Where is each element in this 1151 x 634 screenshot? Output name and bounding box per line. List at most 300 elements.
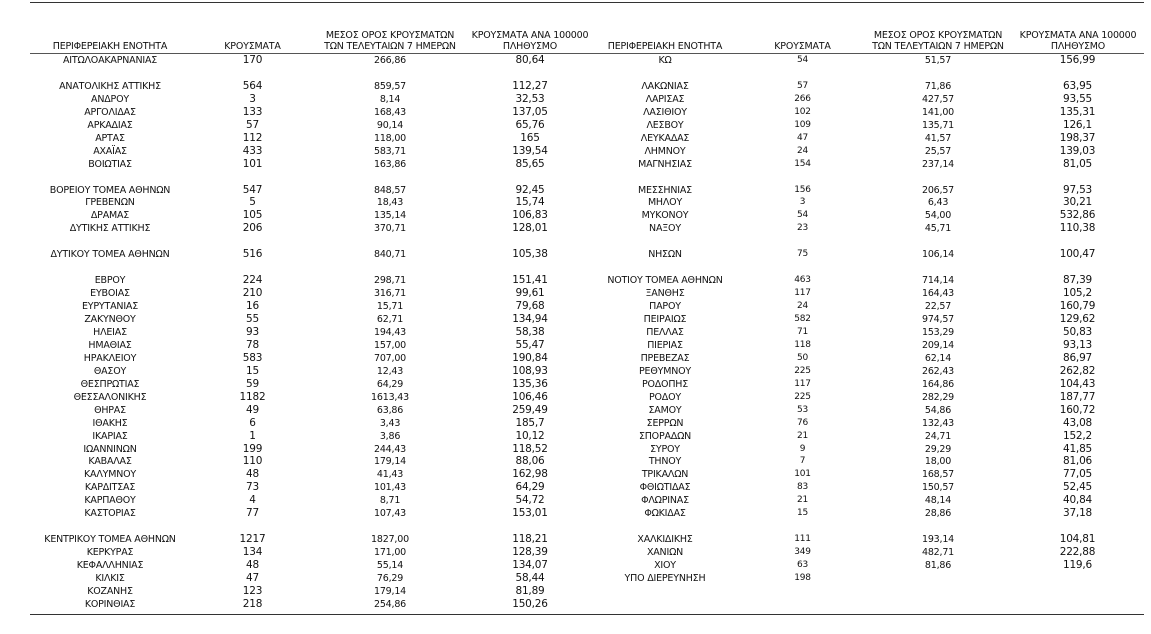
cases-cell: 54	[796, 55, 809, 65]
per100k-cell: 40,84	[1062, 494, 1093, 507]
table-row	[0, 352, 1151, 365]
cases-cell: 7	[799, 456, 806, 467]
region-cell: ΗΛΕΙΑΣ	[93, 326, 127, 338]
cases-cell: 123	[242, 584, 263, 597]
cases-cell: 582	[794, 314, 811, 324]
region-cell: ΘΑΣΟΥ	[93, 365, 127, 377]
cases-cell: 547	[242, 183, 263, 196]
cases-cell: 516	[242, 248, 263, 261]
per100k-cell: 80,64	[515, 54, 545, 66]
per100k-cell: 135,31	[1059, 105, 1096, 118]
per100k-cell: 160,72	[1059, 403, 1096, 416]
region-cell: ΗΡΑΚΛΕΙΟΥ	[83, 352, 137, 364]
avg7-cell: 3,86	[379, 430, 401, 442]
region-cell: ΒΟΡΕΙΟΥ ΤΟΜΕΑ ΑΘΗΝΩΝ	[49, 184, 171, 196]
cases-cell: 15	[246, 364, 259, 377]
header-per100k-right-line1: ΚΡΟΥΣΜΑΤΑ ΑΝΑ 100000	[1019, 30, 1137, 41]
cases-cell: 77	[246, 507, 259, 520]
per100k-cell: 185,7	[515, 416, 545, 429]
avg7-cell: 1613,43	[371, 391, 409, 403]
avg7-cell: 164,43	[921, 288, 955, 300]
per100k-cell: 104,81	[1059, 533, 1096, 546]
avg7-cell: 18,00	[924, 456, 952, 468]
cases-cell: 6	[249, 416, 256, 429]
region-cell: ΤΡΙΚΑΛΩΝ	[641, 469, 689, 481]
per100k-cell: 79,68	[515, 300, 545, 312]
header-per100k-left-line2: ΠΛΗΘΥΣΜΟ	[502, 41, 558, 52]
region-cell: ΔΥΤΙΚΟΥ ΤΟΜΕΑ ΑΘΗΝΩΝ	[50, 249, 170, 261]
avg7-cell: 6,43	[927, 197, 949, 209]
per100k-cell: 88,06	[515, 455, 545, 468]
avg7-cell: 153,29	[921, 326, 955, 338]
table-row	[0, 443, 1151, 456]
header-per100k-left-line1: ΚΡΟΥΣΜΑΤΑ ΑΝΑ 100000	[471, 30, 589, 41]
region-cell: ΕΥΡΥΤΑΝΙΑΣ	[81, 301, 139, 312]
region-cell: ΜΕΣΣΗΝΙΑΣ	[638, 184, 692, 196]
avg7-cell: 168,57	[921, 469, 955, 481]
avg7-cell: 28,86	[924, 508, 952, 520]
region-cell: ΜΑΓΝΗΣΙΑΣ	[638, 158, 692, 170]
region-cell: ΛΑΣΙΘΙΟΥ	[643, 106, 687, 118]
cases-cell: 154	[794, 158, 811, 169]
avg7-cell: 76,29	[376, 573, 404, 584]
cases-cell: 21	[796, 430, 809, 441]
avg7-cell: 859,57	[373, 80, 407, 92]
avg7-cell: 840,71	[373, 249, 407, 261]
region-cell: ΦΛΩΡΙΝΑΣ	[641, 495, 689, 507]
per100k-cell: 52,45	[1062, 481, 1093, 494]
avg7-cell: 71,86	[924, 80, 952, 92]
per100k-cell: 134,07	[512, 559, 548, 571]
cases-cell: 117	[794, 288, 811, 299]
region-cell: ΧΙΟΥ	[654, 560, 676, 571]
table-row	[0, 106, 1151, 119]
avg7-cell: 63,86	[376, 404, 404, 416]
avg7-cell: 135,14	[373, 210, 407, 222]
region-cell: ΚΑΡΔΙΤΣΑΣ	[84, 482, 136, 494]
cases-cell: 59	[246, 377, 259, 390]
cases-cell: 583	[242, 351, 263, 364]
avg7-cell: 22,57	[924, 301, 952, 312]
avg7-cell: 168,43	[373, 106, 407, 118]
region-cell: ΦΩΚΙΔΑΣ	[644, 508, 686, 520]
cases-cell: 55	[246, 313, 259, 325]
header-avg7-left-line2: ΤΩΝ ΤΕΛΕΥΤΑΙΩΝ 7 ΗΜΕΡΩΝ	[324, 41, 456, 52]
per100k-cell: 259,49	[512, 403, 548, 416]
region-cell: ΛΕΣΒΟΥ	[646, 119, 684, 131]
region-cell: ΡΕΘΥΜΝΟΥ	[639, 365, 691, 377]
header-avg7-right-line2: ΤΩΝ ΤΕΛΕΥΤΑΙΩΝ 7 ΗΜΕΡΩΝ	[872, 41, 1004, 52]
cases-cell: 75	[796, 249, 809, 260]
per100k-cell: 64,29	[515, 481, 545, 494]
cases-cell: 71	[796, 326, 809, 337]
cases-cell: 225	[794, 391, 811, 402]
cases-cell: 73	[246, 481, 259, 494]
table-row	[0, 572, 1151, 585]
cases-cell: 3	[249, 92, 256, 105]
cases-cell: 118	[794, 339, 811, 350]
region-cell: ΧΑΛΚΙΔΙΚΗΣ	[637, 534, 693, 546]
table-row	[0, 93, 1151, 106]
per100k-cell: 262,82	[1059, 364, 1096, 377]
avg7-cell: 64,29	[376, 378, 404, 390]
table-row	[0, 80, 1151, 93]
per100k-cell: 222,88	[1059, 546, 1096, 559]
avg7-cell: 90,14	[376, 119, 404, 131]
cases-cell: 16	[246, 300, 259, 312]
table-row	[0, 300, 1151, 313]
avg7-cell: 25,57	[924, 145, 952, 157]
avg7-cell: 427,57	[921, 93, 955, 105]
region-cell: ΠΑΡΟΥ	[649, 301, 681, 312]
per100k-cell: 165	[520, 131, 540, 144]
cases-cell: 53	[796, 404, 809, 415]
avg7-cell: 51,57	[924, 55, 952, 66]
per100k-cell: 150,26	[512, 597, 548, 610]
region-cell: ΛΗΜΝΟΥ	[644, 145, 686, 157]
per100k-cell: 85,65	[515, 157, 545, 170]
cases-cell: 1217	[239, 533, 266, 546]
cases-cell: 170	[242, 54, 263, 66]
avg7-cell: 262,43	[921, 365, 955, 377]
region-cell: ΚΑΒΑΛΑΣ	[88, 456, 132, 468]
table-row	[0, 287, 1151, 300]
avg7-cell: 107,43	[373, 508, 407, 520]
table-row	[0, 494, 1151, 507]
per100k-cell: 198,37	[1059, 131, 1096, 144]
table-row	[0, 378, 1151, 391]
avg7-cell: 41,57	[924, 132, 952, 144]
cases-cell: 134	[242, 546, 263, 559]
cases-cell: 54	[796, 210, 809, 221]
region-cell: ΛΑΚΩΝΙΑΣ	[641, 80, 689, 92]
region-cell: ΚΑΡΠΑΘΟΥ	[84, 495, 136, 507]
per100k-cell: 41,85	[1062, 442, 1093, 455]
region-cell: ΘΕΣΠΡΩΤΙΑΣ	[80, 378, 140, 390]
region-cell: ΝΟΤΙΟΥ ΤΟΜΕΑ ΑΘΗΝΩΝ	[607, 275, 723, 287]
table-row	[0, 158, 1151, 171]
per100k-cell: 32,53	[515, 92, 545, 105]
region-cell: ΑΡΤΑΣ	[95, 132, 125, 144]
avg7-cell: 54,00	[924, 210, 952, 222]
region-cell: ΚΟΡΙΝΘΙΑΣ	[84, 598, 136, 610]
cases-cell: 24	[796, 301, 809, 311]
avg7-cell: 141,00	[921, 106, 955, 118]
cases-cell: 349	[794, 547, 811, 558]
per100k-cell: 532,86	[1059, 209, 1096, 222]
header-per100k-right	[1013, 30, 1143, 52]
table-row	[0, 274, 1151, 287]
header-region-left: ΠΕΡΙΦΕΡΕΙΑΚΗ ΕΝΟΤΗΤΑ	[52, 41, 168, 52]
header-region-right: ΠΕΡΙΦΕΡΕΙΑΚΗ ΕΝΟΤΗΤΑ	[607, 41, 723, 52]
per100k-cell: 65,76	[515, 118, 545, 131]
per100k-cell: 30,21	[1062, 196, 1093, 209]
table-row	[0, 365, 1151, 378]
avg7-cell: 12,43	[376, 365, 404, 377]
table-row	[0, 533, 1151, 546]
table-row	[0, 598, 1151, 611]
table-row	[0, 339, 1151, 352]
region-cell: ΕΥΒΟΙΑΣ	[90, 288, 130, 300]
per100k-cell: 97,53	[1062, 183, 1093, 196]
region-cell: ΜΗΛΟΥ	[647, 197, 683, 209]
cases-cell: 47	[796, 132, 809, 143]
region-cell: ΞΑΝΘΗΣ	[645, 288, 685, 300]
avg7-cell: 179,14	[373, 456, 407, 468]
per100k-cell: 110,38	[1059, 222, 1096, 235]
region-cell: ΤΗΝΟΥ	[648, 456, 682, 468]
header-avg7-left	[320, 30, 460, 52]
cases-cell: 266	[794, 93, 811, 104]
region-cell: ΣΑΜΟΥ	[648, 404, 682, 416]
cases-cell: 1	[249, 429, 256, 442]
per100k-cell: 92,45	[515, 183, 545, 196]
per100k-cell: 128,01	[512, 222, 548, 235]
region-cell: ΔΡΑΜΑΣ	[90, 210, 130, 222]
per100k-cell: 77,05	[1062, 468, 1093, 481]
cases-cell: 199	[242, 442, 263, 455]
avg7-cell: 482,71	[921, 547, 955, 559]
region-cell: ΣΥΡΟΥ	[650, 443, 680, 455]
avg7-cell: 24,71	[924, 430, 952, 442]
cases-cell: 156	[794, 184, 811, 195]
avg7-cell: 101,43	[373, 482, 407, 494]
table-row	[0, 132, 1151, 145]
table-row	[0, 326, 1151, 339]
avg7-cell: 48,14	[924, 495, 952, 507]
region-cell: ΧΑΝΙΩΝ	[646, 547, 684, 559]
cases-cell: 23	[796, 223, 809, 234]
header-cases-right: ΚΡΟΥΣΜΑΤΑ	[774, 41, 831, 52]
header-per100k-right-line2: ΠΛΗΘΥΣΜΟ	[1050, 41, 1106, 52]
top-rule	[30, 2, 1144, 3]
region-cell: ΜΥΚΟΝΟΥ	[641, 210, 689, 222]
avg7-cell: 164,86	[921, 378, 955, 390]
avg7-cell: 3,43	[379, 417, 401, 429]
region-cell: ΠΕΛΛΑΣ	[646, 326, 684, 338]
per100k-cell: 99,61	[515, 287, 545, 300]
avg7-cell: 370,71	[373, 223, 407, 235]
per100k-cell: 58,44	[515, 572, 545, 584]
avg7-cell: 714,14	[921, 275, 955, 287]
avg7-cell: 298,71	[373, 275, 407, 287]
avg7-cell: 29,29	[924, 443, 952, 455]
table-row	[0, 417, 1151, 430]
region-cell: ΛΕΥΚΑΔΑΣ	[640, 132, 690, 144]
cases-cell: 57	[246, 118, 259, 131]
per100k-cell: 54,72	[515, 494, 545, 507]
region-cell: ΕΒΡΟΥ	[94, 275, 126, 287]
region-cell: ΚΕΦΑΛΛΗΝΙΑΣ	[76, 560, 144, 571]
per100k-cell: 152,2	[1062, 429, 1093, 442]
cases-cell: 76	[796, 417, 809, 428]
per100k-cell: 162,98	[512, 468, 548, 481]
avg7-cell: 193,14	[921, 534, 955, 546]
per100k-cell: 81,06	[1062, 455, 1093, 468]
avg7-cell: 45,71	[924, 223, 952, 235]
cases-cell: 101	[242, 157, 263, 170]
region-cell: ΚΩ	[658, 55, 672, 66]
cases-cell: 48	[246, 559, 259, 571]
avg7-cell: 135,71	[921, 119, 955, 131]
region-cell: ΡΟΔΟΥ	[649, 391, 681, 403]
per100k-cell: 86,97	[1062, 351, 1093, 364]
per100k-cell: 160,79	[1059, 300, 1096, 312]
per100k-cell: 55,47	[515, 338, 545, 351]
cases-cell: 206	[242, 222, 263, 235]
per100k-cell: 81,05	[1062, 157, 1093, 170]
avg7-cell: 106,14	[921, 249, 955, 261]
region-cell: ΣΠΟΡΑΔΩΝ	[638, 430, 692, 442]
cases-cell: 224	[242, 274, 263, 287]
per100k-cell: 87,39	[1062, 274, 1093, 287]
cases-cell: 3	[799, 197, 806, 208]
cases-cell: 463	[794, 275, 811, 286]
table-row	[0, 54, 1151, 67]
cases-cell: 1182	[239, 390, 266, 403]
cases-cell: 111	[794, 534, 811, 545]
region-cell: ΙΘΑΚΗΣ	[92, 417, 128, 429]
avg7-cell: 194,43	[373, 326, 407, 338]
table-row	[0, 184, 1151, 197]
cases-cell: 63	[796, 560, 809, 570]
avg7-cell: 206,57	[921, 184, 955, 196]
per100k-cell: 81,89	[515, 584, 545, 597]
cases-cell: 4	[249, 494, 256, 507]
per100k-cell: 118,52	[512, 442, 548, 455]
per100k-cell: 106,46	[512, 390, 548, 403]
per100k-cell: 118,21	[512, 533, 548, 546]
table-row	[0, 196, 1151, 209]
cases-cell: 133	[242, 105, 263, 118]
per100k-cell: 100,47	[1059, 248, 1096, 261]
cases-cell: 110	[242, 455, 263, 468]
header-cases-left: ΚΡΟΥΣΜΑΤΑ	[224, 41, 281, 52]
table-row	[0, 222, 1151, 235]
region-cell: ΘΗΡΑΣ	[94, 404, 126, 416]
region-cell: ΠΕΙΡΑΙΩΣ	[643, 314, 687, 325]
avg7-cell: 15,71	[376, 301, 404, 312]
table-row	[0, 145, 1151, 158]
table-row	[0, 391, 1151, 404]
avg7-cell: 179,14	[373, 585, 407, 597]
region-cell: ΚΑΣΤΟΡΙΑΣ	[84, 508, 136, 520]
avg7-cell: 62,71	[376, 314, 404, 325]
region-cell: ΑΝΑΤΟΛΙΚΗΣ ΑΤΤΙΚΗΣ	[59, 80, 161, 92]
avg7-cell: 237,14	[921, 158, 955, 170]
cases-cell: 93	[246, 325, 259, 338]
per100k-cell: 128,39	[512, 546, 548, 559]
avg7-cell: 8,14	[379, 93, 401, 105]
per100k-cell: 93,55	[1062, 92, 1093, 105]
region-cell: ΠΙΕΡΙΑΣ	[647, 339, 683, 351]
per100k-cell: 126,1	[1062, 118, 1093, 131]
region-cell: ΚΑΛΥΜΝΟΥ	[83, 469, 136, 481]
per100k-cell: 129,62	[1059, 313, 1096, 325]
per100k-cell: 37,18	[1062, 507, 1093, 520]
avg7-cell: 41,43	[376, 469, 404, 481]
avg7-cell: 583,71	[373, 145, 407, 157]
per100k-cell: 63,95	[1062, 79, 1093, 92]
cases-cell: 218	[242, 597, 263, 610]
avg7-cell: 157,00	[373, 339, 407, 351]
per100k-cell: 15,74	[515, 196, 545, 209]
per100k-cell: 151,41	[512, 274, 548, 287]
avg7-cell: 118,00	[373, 132, 407, 144]
region-cell: ΗΜΑΘΙΑΣ	[88, 339, 132, 351]
cases-cell: 47	[246, 572, 259, 584]
cases-cell: 101	[794, 469, 811, 480]
avg7-cell: 266,86	[373, 55, 407, 66]
region-cell: ΦΘΙΩΤΙΔΑΣ	[639, 482, 691, 494]
avg7-cell: 974,57	[921, 314, 955, 325]
table-row	[0, 468, 1151, 481]
avg7-cell: 8,71	[379, 495, 401, 507]
cases-cell: 225	[794, 365, 811, 376]
table-row	[0, 209, 1151, 222]
header-avg7-right	[868, 30, 1008, 52]
avg7-cell: 1827,00	[371, 534, 409, 546]
cases-cell: 57	[796, 80, 809, 91]
table-row	[0, 559, 1151, 572]
per100k-cell: 104,43	[1059, 377, 1096, 390]
avg7-cell: 254,86	[373, 598, 407, 610]
region-cell: ΔΥΤΙΚΗΣ ΑΤΤΙΚΗΣ	[69, 223, 151, 235]
table-row	[0, 248, 1151, 261]
cases-cell: 102	[794, 106, 811, 117]
avg7-cell: 55,14	[376, 560, 404, 571]
avg7-cell: 81,86	[924, 560, 952, 571]
region-cell: ΙΚΑΡΙΑΣ	[92, 430, 128, 442]
avg7-cell: 707,00	[373, 352, 407, 364]
table-row	[0, 585, 1151, 598]
region-cell: ΒΟΙΩΤΙΑΣ	[88, 158, 132, 170]
bottom-rule	[30, 614, 1144, 615]
cases-cell: 5	[249, 196, 256, 209]
cases-cell: 78	[246, 338, 259, 351]
per100k-cell: 156,99	[1059, 54, 1096, 66]
per100k-cell: 134,94	[512, 313, 548, 325]
per100k-cell: 10,12	[515, 429, 545, 442]
per100k-cell: 108,93	[512, 364, 548, 377]
cases-cell: 50	[796, 352, 809, 363]
table-row	[0, 404, 1151, 417]
cases-cell: 15	[796, 508, 809, 519]
avg7-cell: 209,14	[921, 339, 955, 351]
per100k-cell: 187,77	[1059, 390, 1096, 403]
header-per100k-left	[465, 30, 595, 52]
region-cell: ΘΕΣΣΑΛΟΝΙΚΗΣ	[73, 391, 147, 403]
region-cell: ΑΝΔΡΟΥ	[91, 93, 129, 105]
per100k-cell: 43,08	[1062, 416, 1093, 429]
region-cell: ΡΟΔΟΠΗΣ	[641, 378, 689, 390]
region-cell: ΝΑΞΟΥ	[649, 223, 681, 235]
region-cell: ΛΑΡΙΣΑΣ	[645, 93, 685, 105]
per100k-cell: 190,84	[512, 351, 548, 364]
region-cell: ΠΡΕΒΕΖΑΣ	[640, 352, 690, 364]
region-cell: ΚΕΡΚΥΡΑΣ	[86, 547, 134, 559]
cases-cell: 117	[794, 378, 811, 389]
header-avg7-right-line1: ΜΕΣΟΣ ΟΡΟΣ ΚΡΟΥΣΜΑΤΩΝ	[873, 30, 1003, 41]
cases-cell: 48	[246, 468, 259, 481]
avg7-cell: 132,43	[921, 417, 955, 429]
table-row	[0, 430, 1151, 443]
region-cell: ΓΡΕΒΕΝΩΝ	[85, 197, 135, 209]
region-cell: ΚΟΖΑΝΗΣ	[87, 585, 133, 597]
per100k-cell: 105,38	[512, 248, 548, 261]
header-avg7-left-line1: ΜΕΣΟΣ ΟΡΟΣ ΚΡΟΥΣΜΑΤΩΝ	[325, 30, 455, 41]
region-cell: ΑΡΚΑΔΙΑΣ	[87, 119, 133, 131]
